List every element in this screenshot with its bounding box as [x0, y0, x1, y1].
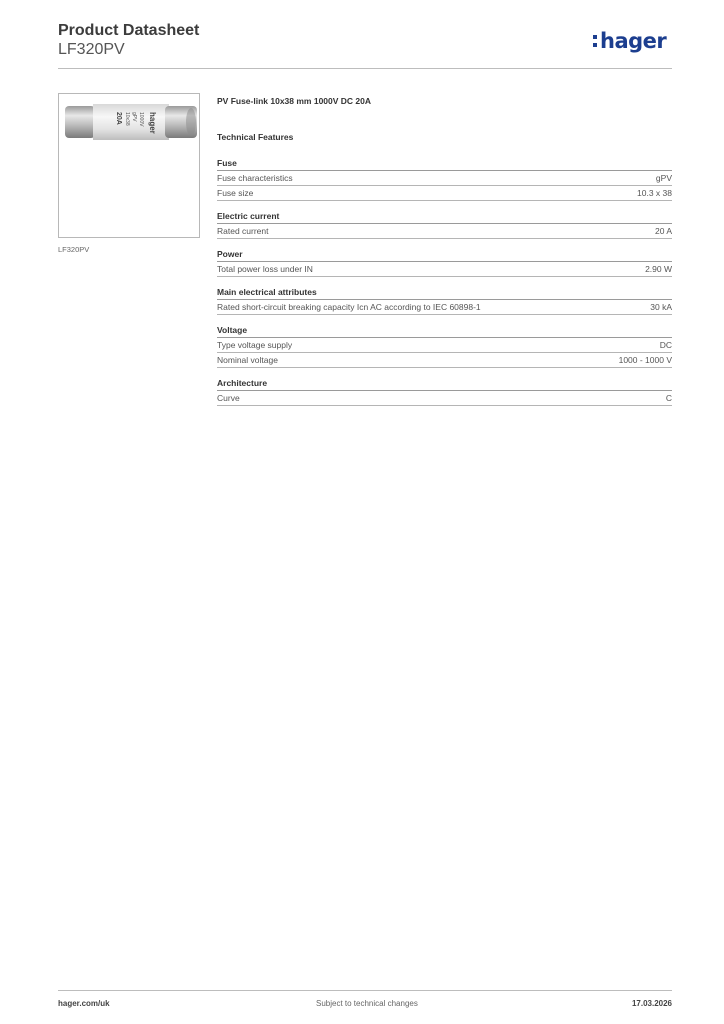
footer-notice: Subject to technical changes — [316, 999, 418, 1008]
product-content — [217, 95, 672, 415]
fuse-marking: 10x38 — [124, 112, 130, 126]
group-title: Voltage — [217, 324, 672, 338]
feature-group-voltage — [217, 324, 672, 368]
row-label: Rated short-circuit breaking capacity Icn AC according to IEC 60898-1 — [217, 302, 481, 312]
group-title: Architecture — [217, 377, 672, 391]
footer-website-link[interactable]: hager.com/uk — [58, 999, 110, 1008]
row-label: Total power loss under IN — [217, 264, 313, 274]
header-divider — [58, 68, 672, 69]
row-value: 2.90 W — [645, 264, 672, 274]
footer-divider — [58, 990, 672, 991]
row-label: Rated current — [217, 226, 269, 236]
page-title: Product Datasheet — [58, 22, 200, 39]
group-title: Electric current — [217, 210, 672, 224]
hager-logo — [593, 27, 673, 55]
feature-row — [217, 353, 672, 368]
technical-features-title: Technical Features — [217, 132, 294, 142]
feature-group-power — [217, 248, 672, 277]
feature-row — [217, 171, 672, 186]
row-value: C — [665, 393, 672, 403]
row-value: 1000 - 1000 V — [618, 355, 672, 365]
fuse-marking: 20A — [115, 112, 122, 125]
row-value: 30 kA — [650, 302, 672, 312]
fuse-marking: hager — [148, 112, 157, 134]
row-value: 10.3 x 38 — [637, 188, 672, 198]
logo-text: hager — [600, 29, 667, 53]
fuse-marking: gPV — [131, 112, 137, 122]
product-reference: LF320PV — [58, 41, 125, 58]
row-value: gPV — [655, 173, 672, 183]
feature-group-fuse — [217, 157, 672, 201]
feature-group-architecture — [217, 377, 672, 406]
group-title: Fuse — [217, 157, 672, 171]
product-description: PV Fuse-link 10x38 mm 1000V DC 20A — [217, 96, 372, 106]
logo-dots-icon — [593, 33, 597, 49]
feature-row — [217, 262, 672, 277]
row-label: Type voltage supply — [217, 340, 293, 350]
group-title: Main electrical attributes — [217, 286, 672, 300]
fuse-marking: 1000V — [138, 112, 144, 127]
feature-row — [217, 300, 672, 315]
row-label: Fuse size — [217, 188, 254, 198]
product-image — [58, 93, 200, 238]
row-label: Fuse characteristics — [217, 173, 293, 183]
feature-row — [217, 224, 672, 239]
feature-group-main-electrical — [217, 286, 672, 315]
row-label: Curve — [217, 393, 240, 403]
feature-row — [217, 186, 672, 201]
footer-date: 17.03.2026 — [631, 999, 672, 1008]
feature-row — [217, 391, 672, 406]
row-value: 20 A — [654, 226, 672, 236]
image-caption: LF320PV — [58, 245, 90, 254]
group-title: Power — [217, 248, 672, 262]
feature-group-electric-current — [217, 210, 672, 239]
fuse-link-image — [65, 103, 197, 141]
feature-row — [217, 338, 672, 353]
row-label: Nominal voltage — [217, 355, 278, 365]
row-value: DC — [659, 340, 672, 350]
